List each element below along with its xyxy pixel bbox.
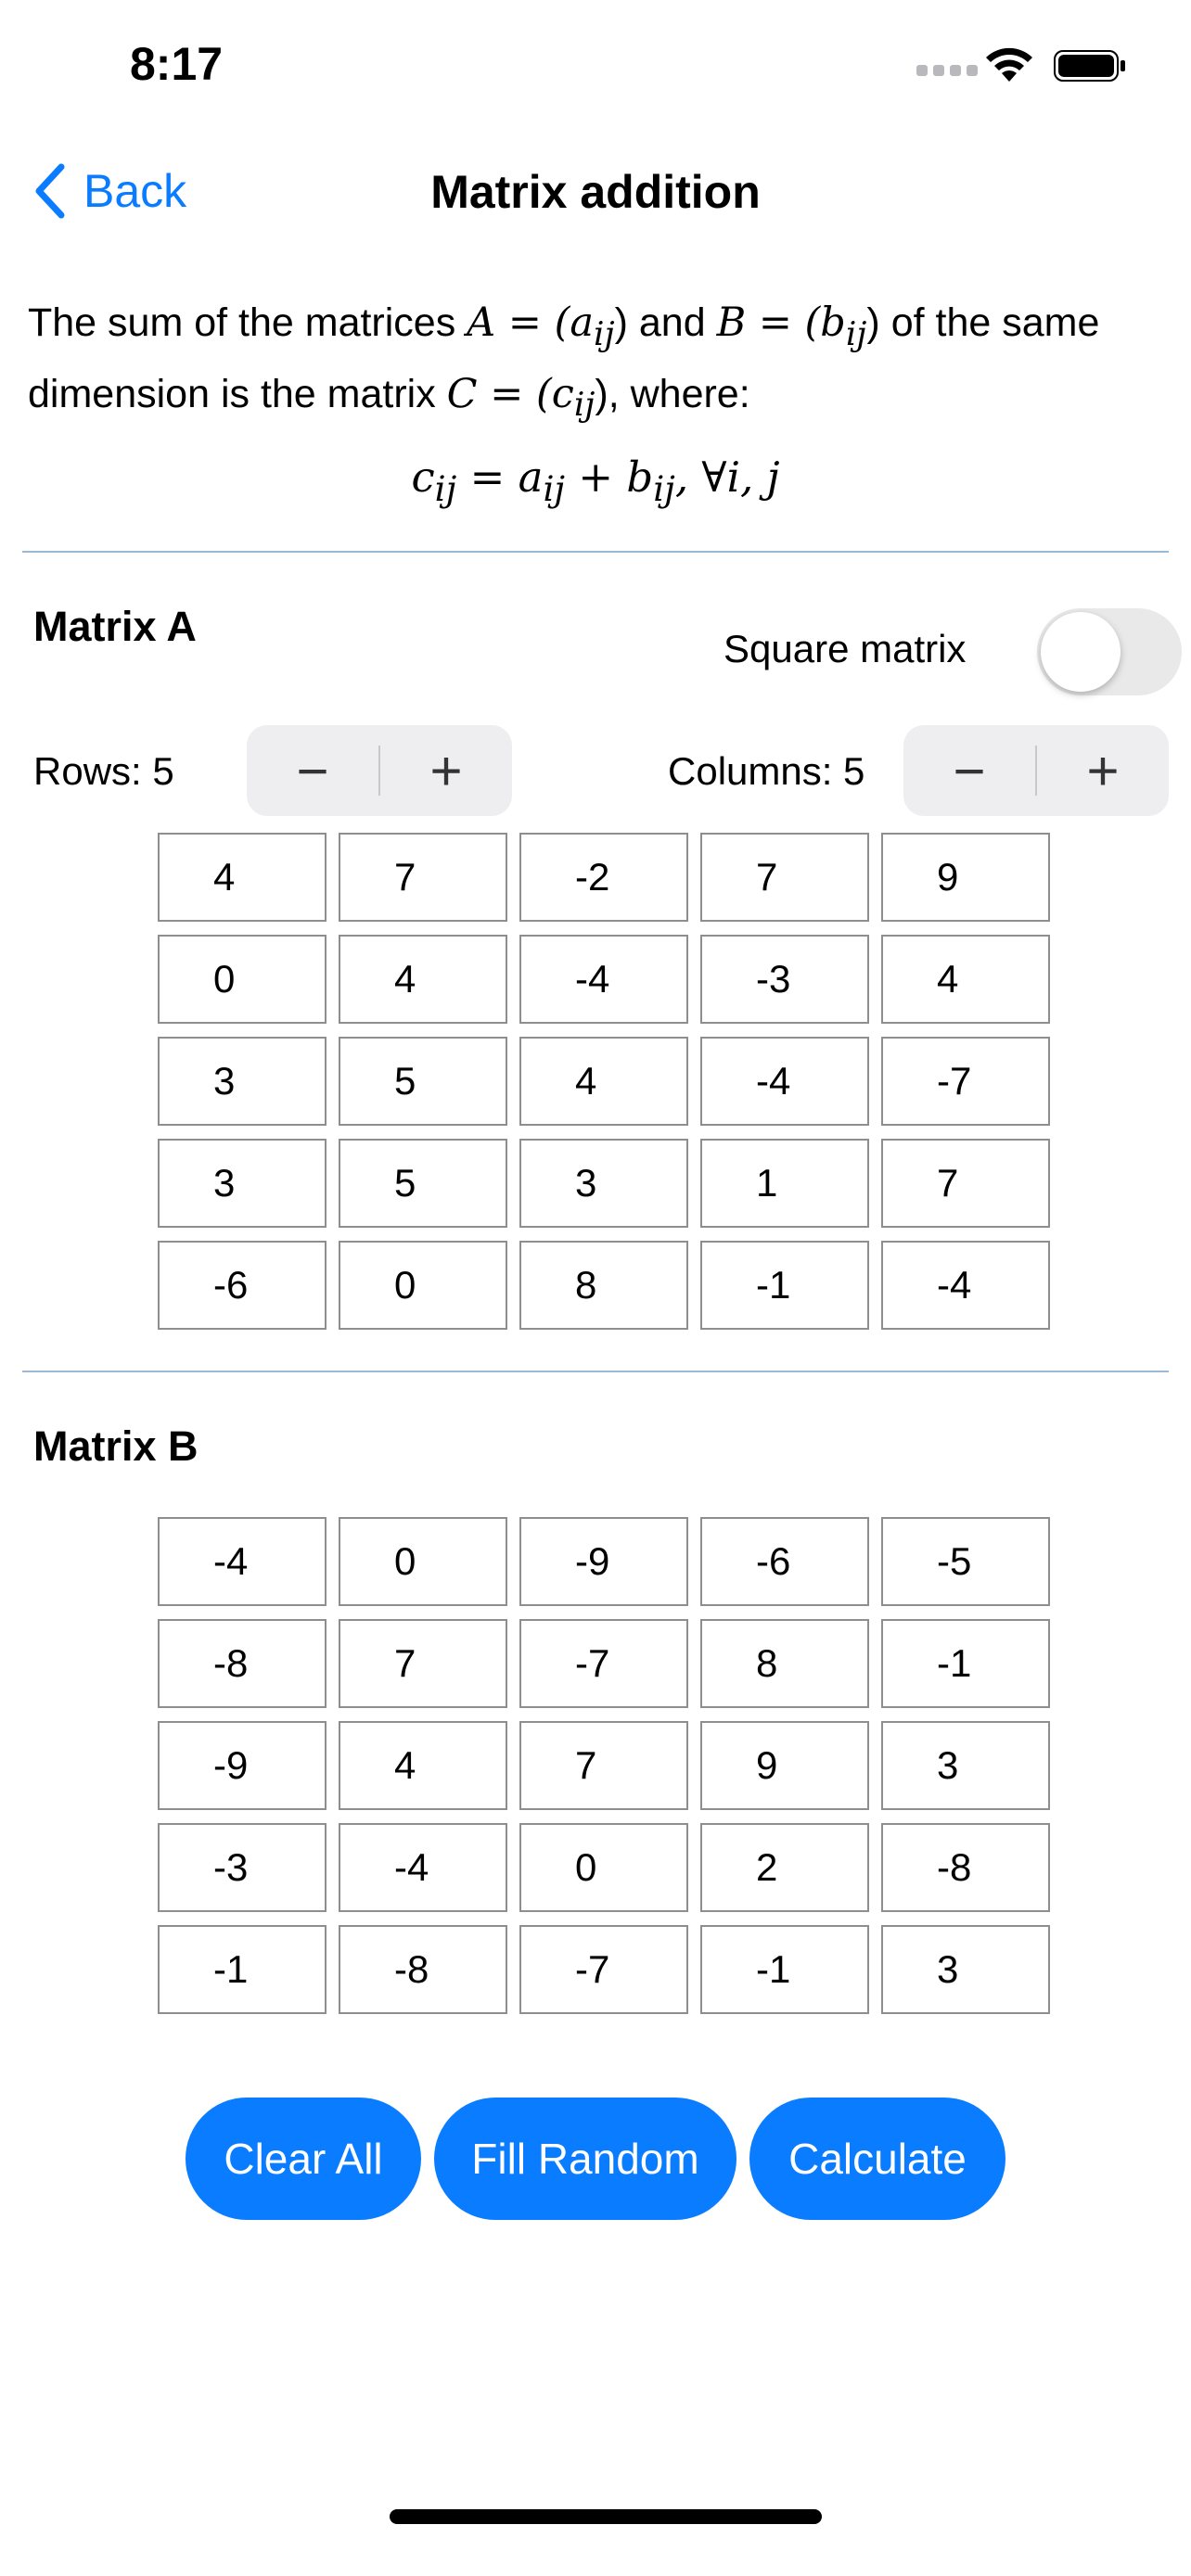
- matrix-a-cell[interactable]: 3: [158, 1037, 327, 1126]
- matrix-b-cell[interactable]: -4: [339, 1823, 507, 1912]
- matrix-a-cell[interactable]: 3: [519, 1139, 688, 1228]
- matrix-a-cell[interactable]: 8: [519, 1241, 688, 1330]
- matrix-a-cell[interactable]: -4: [881, 1241, 1050, 1330]
- matrix-b-cell[interactable]: -3: [158, 1823, 327, 1912]
- matrix-b-cell[interactable]: 7: [339, 1619, 507, 1708]
- matrix-a-cell[interactable]: -1: [700, 1241, 869, 1330]
- matrix-a-cell[interactable]: 4: [339, 935, 507, 1024]
- description-text: The sum of the matrices $A = (a_{ij})$ and $B = (b_{ij})$ of the same dimension is the matrix $C = (c_{ij})$, where:: [28, 300, 1100, 425]
- matrix-a-cell[interactable]: 4: [158, 833, 327, 922]
- matrix-a-cell[interactable]: 4: [881, 935, 1050, 1024]
- square-matrix-label: Square matrix: [724, 627, 967, 670]
- status-time: 8:17: [130, 38, 224, 90]
- matrix-a-cell[interactable]: 3: [158, 1139, 327, 1228]
- matrix-b-cell[interactable]: 0: [339, 1517, 507, 1606]
- matrix-a-cell[interactable]: -2: [519, 833, 688, 922]
- divider: [22, 1371, 1169, 1372]
- page-title: Matrix addition: [430, 166, 761, 218]
- matrix-b-cell[interactable]: 9: [700, 1721, 869, 1810]
- rows-increment-button[interactable]: +: [429, 739, 463, 802]
- matrix-b-cell[interactable]: -4: [158, 1517, 327, 1606]
- matrix-b-title: Matrix B: [33, 1422, 198, 1470]
- matrix-b-cell[interactable]: -7: [519, 1925, 688, 2014]
- matrix-b-cell[interactable]: -8: [881, 1823, 1050, 1912]
- clear-all-button[interactable]: Clear All: [186, 2098, 421, 2220]
- matrix-b-cell[interactable]: -9: [519, 1517, 688, 1606]
- matrix-b-cell[interactable]: -5: [881, 1517, 1050, 1606]
- matrix-a-title: Matrix A: [33, 603, 197, 650]
- rows-decrement-button[interactable]: −: [296, 739, 329, 802]
- matrix-a-cell[interactable]: -4: [519, 935, 688, 1024]
- columns-stepper: [903, 725, 1169, 816]
- matrix-a-cell[interactable]: 7: [881, 1139, 1050, 1228]
- matrix-b-cell[interactable]: 3: [881, 1925, 1050, 2014]
- fill-random-button[interactable]: Fill Random: [434, 2098, 736, 2220]
- matrix-a-cell[interactable]: 5: [339, 1139, 507, 1228]
- matrix-b-cell[interactable]: -8: [158, 1619, 327, 1708]
- matrix-a-cell[interactable]: -7: [881, 1037, 1050, 1126]
- cellular-signal-icon: [916, 65, 978, 76]
- action-buttons: [0, 2098, 1191, 2220]
- calculate-button[interactable]: Calculate: [749, 2098, 1005, 2220]
- matrix-a-cell[interactable]: 1: [700, 1139, 869, 1228]
- columns-label: Columns: 5: [668, 749, 865, 793]
- matrix-a-cell[interactable]: 7: [700, 833, 869, 922]
- matrix-b-grid: [158, 1517, 1050, 2014]
- matrix-a-cell[interactable]: 9: [881, 833, 1050, 922]
- matrix-b-cell[interactable]: -1: [881, 1619, 1050, 1708]
- battery-icon: [1054, 50, 1126, 82]
- matrix-a-cell[interactable]: -4: [700, 1037, 869, 1126]
- columns-increment-button[interactable]: +: [1086, 739, 1120, 802]
- back-label: Back: [83, 165, 187, 217]
- matrix-a-grid: [158, 833, 1050, 1330]
- matrix-b-cell[interactable]: -1: [700, 1925, 869, 2014]
- rows-label: Rows: 5: [33, 749, 174, 793]
- columns-decrement-button[interactable]: −: [953, 739, 986, 802]
- matrix-b-cell[interactable]: 0: [519, 1823, 688, 1912]
- rows-stepper: [247, 725, 512, 816]
- matrix-b-cell[interactable]: 4: [339, 1721, 507, 1810]
- matrix-b-cell[interactable]: -8: [339, 1925, 507, 2014]
- matrix-b-cell[interactable]: 3: [881, 1721, 1050, 1810]
- matrix-b-cell[interactable]: 7: [519, 1721, 688, 1810]
- matrix-b-cell[interactable]: -9: [158, 1721, 327, 1810]
- toggle-knob: [1041, 612, 1121, 692]
- matrix-b-cell[interactable]: 2: [700, 1823, 869, 1912]
- home-indicator[interactable]: [390, 2509, 822, 2524]
- matrix-a-cell[interactable]: -3: [700, 935, 869, 1024]
- matrix-a-cell[interactable]: 0: [339, 1241, 507, 1330]
- matrix-a-cell[interactable]: 0: [158, 935, 327, 1024]
- formula: $c_{ij} = a_{ij} + b_{ij}$, ∀i, j: [411, 453, 780, 509]
- matrix-b-cell[interactable]: -1: [158, 1925, 327, 2014]
- matrix-b-cell[interactable]: -6: [700, 1517, 869, 1606]
- matrix-a-cell[interactable]: -6: [158, 1241, 327, 1330]
- square-matrix-toggle[interactable]: [1037, 608, 1182, 695]
- matrix-b-cell[interactable]: -7: [519, 1619, 688, 1708]
- matrix-a-cell[interactable]: 7: [339, 833, 507, 922]
- matrix-b-cell[interactable]: 8: [700, 1619, 869, 1708]
- divider: [22, 551, 1169, 553]
- wifi-icon: [983, 45, 1035, 83]
- matrix-a-cell[interactable]: 5: [339, 1037, 507, 1126]
- matrix-a-cell[interactable]: 4: [519, 1037, 688, 1126]
